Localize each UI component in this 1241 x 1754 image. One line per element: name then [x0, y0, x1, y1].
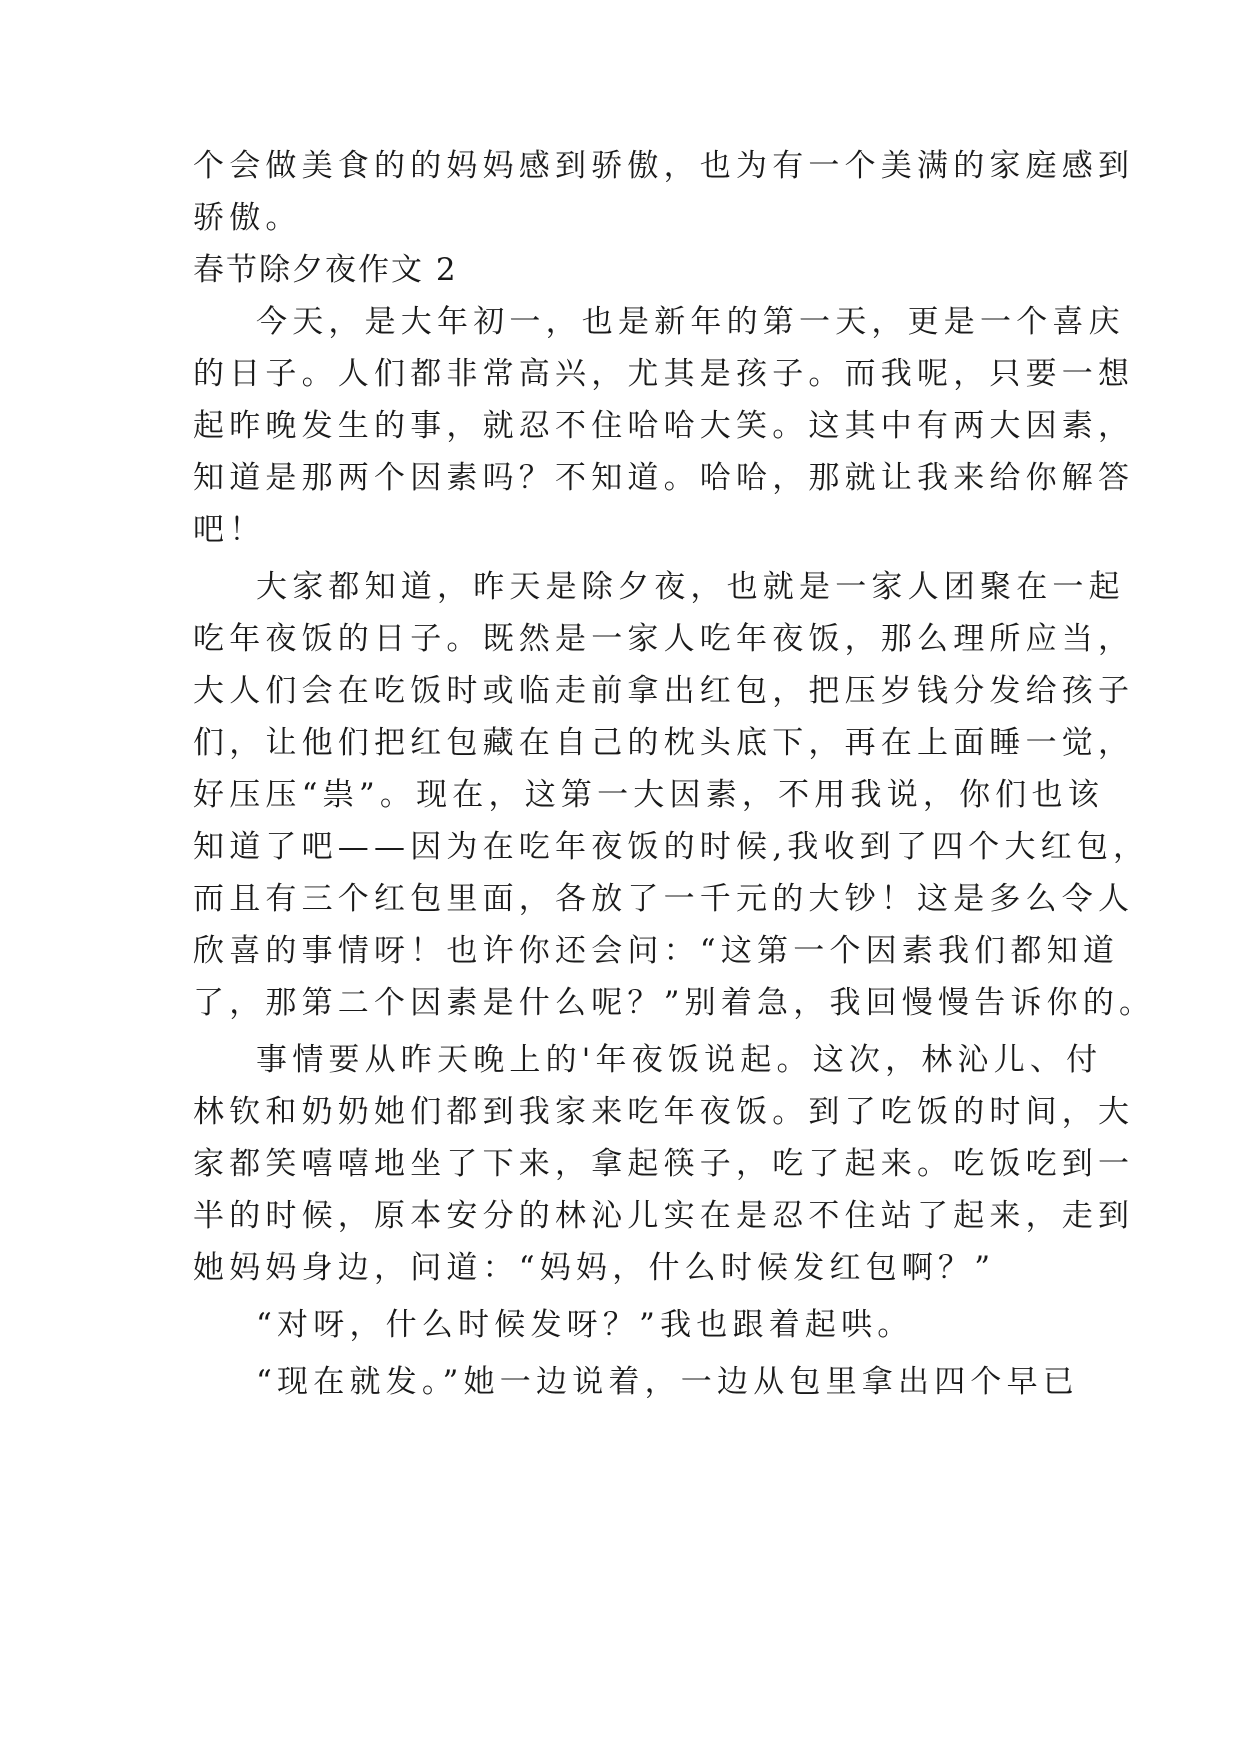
paragraph-first-line: 事情要从昨天晚上的'年夜饭说起。这次，林沁儿、付 [256, 1042, 1103, 1078]
text-line: 半的时候，原本安分的林沁儿实在是忍不住站了起来，走到 [193, 1198, 1135, 1234]
paragraph-first-line: 大家都知道，昨天是除夕夜，也就是一家人团聚在一起 [256, 569, 1125, 605]
text-line: 而且有三个红包里面，各放了一千元的大钞！这是多么令人 [193, 881, 1135, 917]
text-line: 吧！ [193, 512, 266, 548]
text-line: 们，让他们把红包藏在自己的枕头底下，再在上面睡一觉， [193, 725, 1135, 761]
text-line: 起昨晚发生的事，就忍不住哈哈大笑。这其中有两大因素， [193, 408, 1135, 444]
paragraph-first-line: 今天，是大年初一，也是新年的第一天，更是一个喜庆 [256, 304, 1125, 340]
text-line: 知道是那两个因素吗？不知道。哈哈，那就让我来给你解答 [193, 460, 1135, 496]
text-line: 了，那第二个因素是什么呢？”别着急，我回慢慢告诉你的。 [193, 985, 1156, 1021]
paragraph-first-line: “对呀，什么时候发呀？”我也跟着起哄。 [256, 1307, 914, 1343]
text-line: 好压压“祟”。现在，这第一大因素，不用我说，你们也该 [193, 777, 1104, 813]
text-line: 个会做美食的的妈妈感到骄傲，也为有一个美满的家庭感到 [193, 148, 1135, 184]
text-line: 家都笑嘻嘻地坐了下来，拿起筷子，吃了起来。吃饭吃到一 [193, 1146, 1135, 1182]
text-line: 林钦和奶奶她们都到我家来吃年夜饭。到了吃饭的时间，大 [193, 1094, 1135, 1130]
text-line: 大人们会在吃饭时或临走前拿出红包，把压岁钱分发给孩子 [193, 673, 1135, 709]
text-line: 她妈妈身边，问道：“妈妈，什么时候发红包啊？” [193, 1250, 996, 1286]
text-line: 吃年夜饭的日子。既然是一家人吃年夜饭，那么理所应当， [193, 621, 1135, 657]
text-line: 欣喜的事情呀！也许你还会问：“这第一个因素我们都知道 [193, 933, 1120, 969]
paragraph-first-line: “现在就发。”她一边说着，一边从包里拿出四个早已 [256, 1364, 1079, 1400]
text-line: 的日子。人们都非常高兴，尤其是孩子。而我呢，只要一想 [193, 356, 1135, 392]
text-line: 骄傲。 [193, 200, 302, 236]
text-line: 知道了吧——因为在吃年夜饭的时候,我收到了四个大红包， [193, 829, 1150, 865]
section-heading: 春节除夕夜作文 2 [193, 252, 458, 288]
